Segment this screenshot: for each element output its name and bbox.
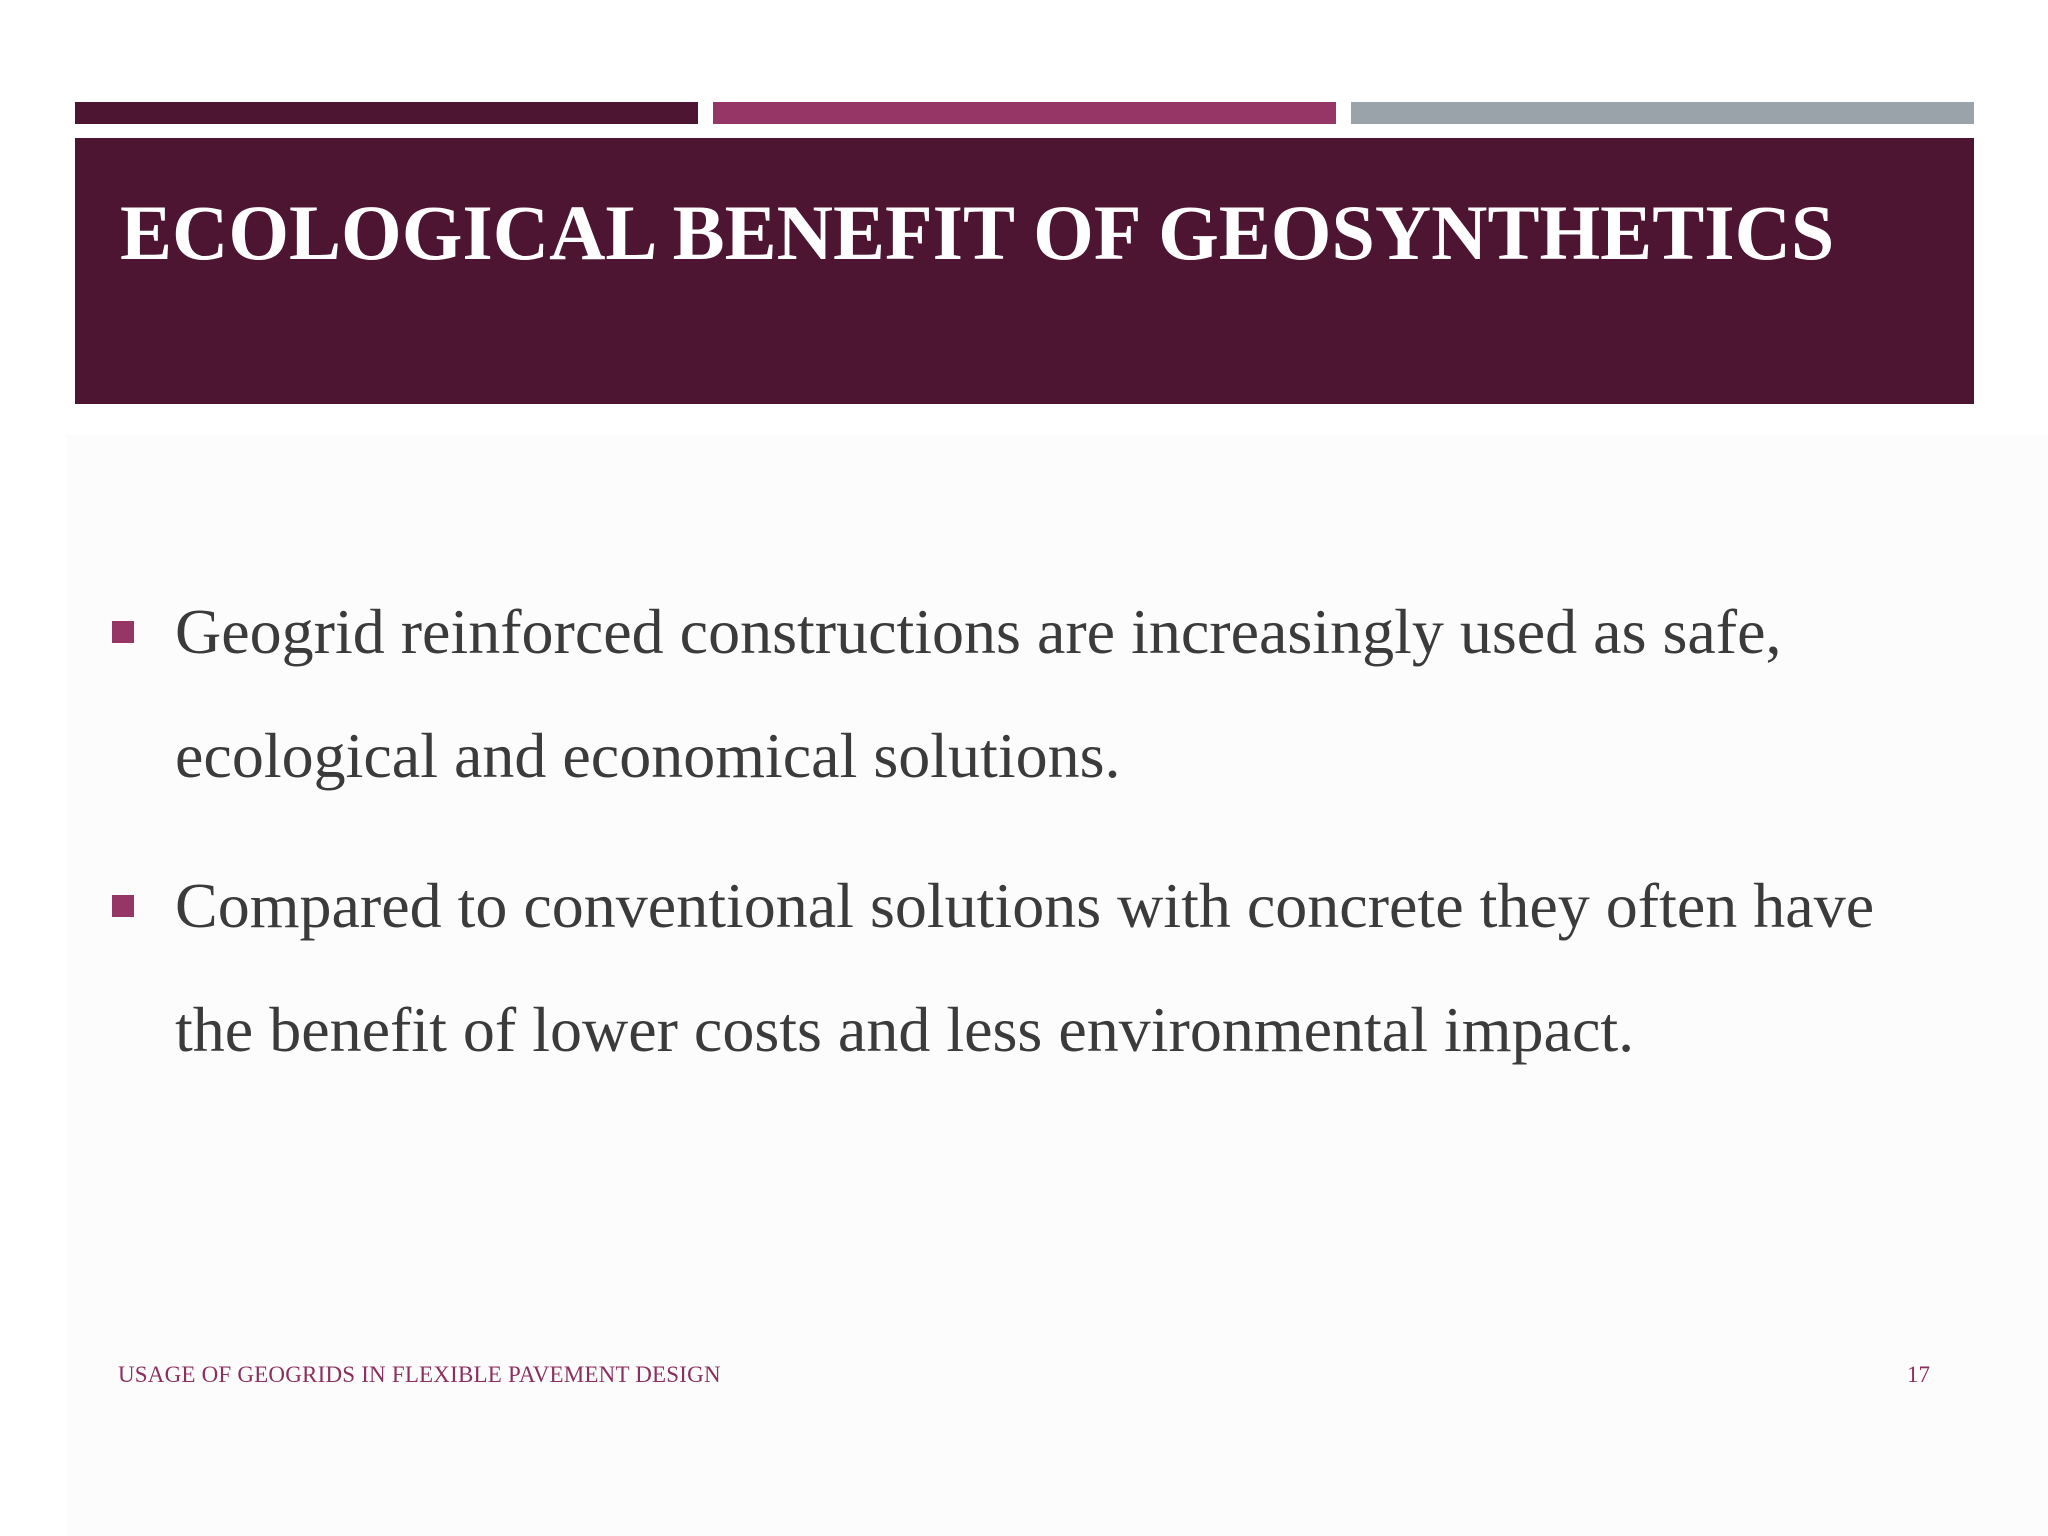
bullet-text: Geogrid reinforced constructions are increasingly used as safe, ecological and economical solutions. [175, 596, 1782, 791]
square-bullet-icon [112, 895, 134, 917]
accent-bar-gray [1351, 102, 1974, 124]
footer-title: USAGE OF GEOGRIDS IN FLEXIBLE PAVEMENT DESIGN [118, 1362, 721, 1387]
square-bullet-icon [112, 621, 134, 643]
bullet-list [110, 570, 1930, 1118]
bullet-item [110, 844, 1930, 1092]
accent-bar-plum [75, 102, 698, 124]
bullet-text: Compared to conventional solutions with concrete they often have the benefit of lower costs and less environmental impact. [175, 870, 1875, 1065]
slide-title: ECOLOGICAL BENEFIT OF GEOSYNTHETICS [120, 189, 1835, 276]
bullet-item [110, 570, 1930, 818]
accent-bar-magenta [713, 102, 1336, 124]
page-number: 17 [1907, 1362, 1930, 1387]
